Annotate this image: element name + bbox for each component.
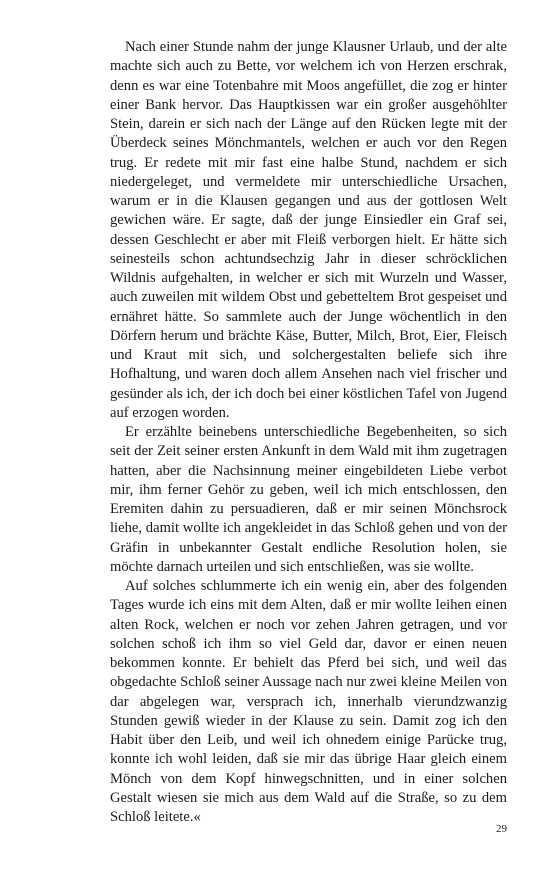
- paragraph-1: Nach einer Stunde nahm der junge Klausner Urlaub, und der alte machte sich auch zu Bette, vor welchem ich von Herzen erschrak, denn es war eine Totenbahre mit Moos angefüllet, die zog er hinter einer Bank hervor. Das Hauptkissen war ein großer ausgehöhlter Stein, darein er sich nach der Länge auf den Rücken legte mit der Überdeck seines Mönchmantels, welchen er auch vor den Regen trug. Er redete mit mir fast eine halbe Stund, nachdem er sich niedergeleget, und vermeldete mir unterschiedliche Ursachen, warum er in die Klausen gegangen und aus der gottlosen Welt gewichen wäre. Er sagte, daß der junge Einsiedler ein Graf sei, dessen Geschlecht er aber mit Fleiß verborgen hielt. Er hätte sich seinesteils schon achtundsechzig Jahr in dieser schröcklichen Wildnis aufgehalten, in welcher er sich mit Wurzeln und Wasser, auch zuweilen mit wildem Obst und gebetteltem Brot gespeiset und ernähret hätte. So sammlete auch der Junge wöchentlich in den Dörfern herum und brächte Käse, Butter, Milch, Brot, Eier, Fleisch und Kraut mit sich, und solchergestalten beliefe sich ihre Hofhaltung, und waren doch allem Ansehen nach viel frischer und gesünder als ich, der ich doch bei einer köstlichen Tafel von Jugend auf erzogen worden.: [110, 39, 507, 421]
- paragraph-3: Auf solches schlummerte ich ein wenig ein, aber des folgenden Tages wurde ich eins mit dem Alten, daß er mir wollte leihen einen alten Rock, welchen er noch vor zehen Jahren getragen, und vor solchen schoß ich ihm so viel Geld dar, davor er einen neuen bekommen konnte. Er behielt das Pferd bei sich, und weil das obgedachte Schloß seiner Aussage nach nur zwei kleine Meilen von dar abgelegen war, versprach ich, innerhalb vierundzwanzig Stunden gewiß wieder in der Klause zu sein. Damit zog ich den Habit über den Leib, und weil ich ohnedem einige Parücke trug, konnte ich wohl leiden, daß sie mir das übrige Haar gleich einem Mönch von dem Kopf hinwegschnitten, und in einer solchen Gestalt wiesen sie mich aus dem Wald auf die Straße, so zu dem Schloß leitete.«: [110, 578, 507, 825]
- text-column: [110, 38, 507, 827]
- paragraph-2: Er erzählte beinebens unterschiedliche Begebenheiten, so sich seit der Zeit seiner ersten Ankunft in dem Wald mit ihm zugetragen hatten, aber die Nachsinnung meiner eingebildeten Liebe verbot mir, ihm ferner Gehör zu geben, weil ich mich entschlossen, den Eremiten dahin zu persuadieren, daß er mir seinen Mönchsrock liehe, damit wollte ich angekleidet in das Schloß gehen und von der Gräfin in unbekannter Gestalt endliche Resolution holen, sie möchte darnach urteilen und sich entschließen, was sie wollte.: [110, 424, 507, 575]
- page-number: 29: [496, 823, 507, 835]
